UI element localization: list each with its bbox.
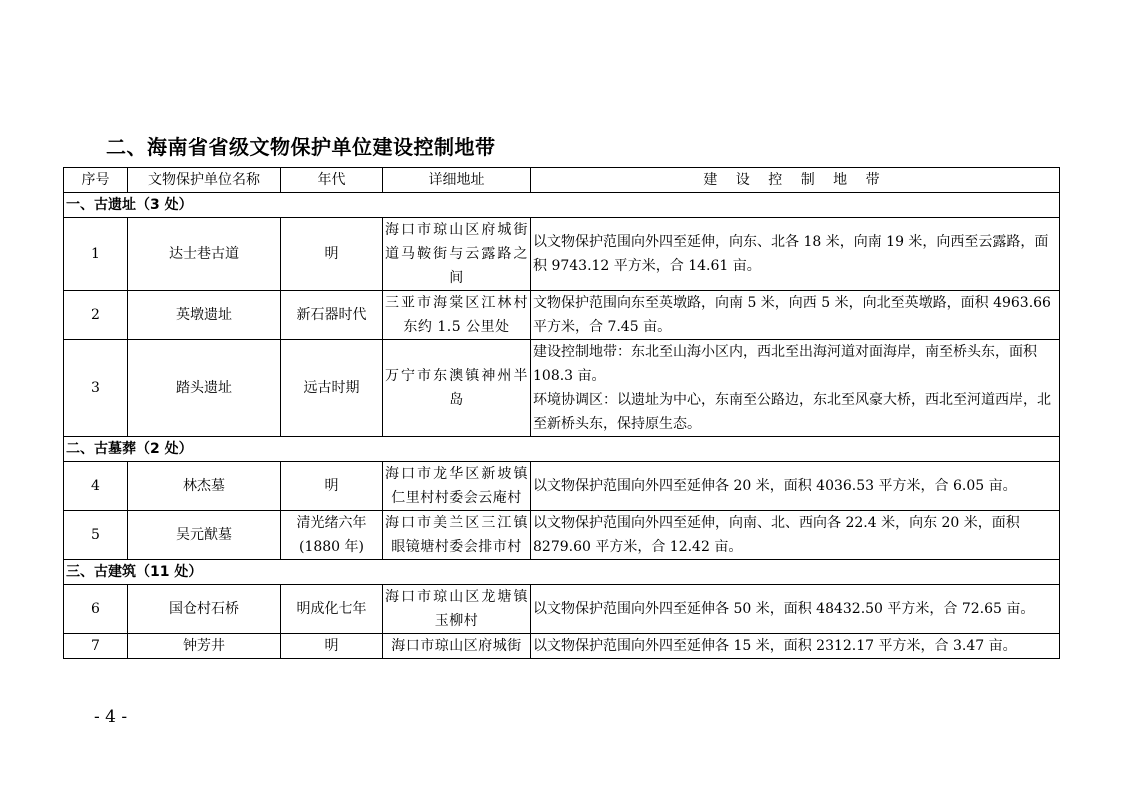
row-name: 国仓村石桥 bbox=[128, 585, 281, 634]
section-title: 二、海南省省级文物保护单位建设控制地带 bbox=[106, 135, 496, 159]
row-era: 清光绪六年(1880 年) bbox=[281, 511, 383, 560]
row-name: 吴元猷墓 bbox=[128, 511, 281, 560]
row-zone bbox=[531, 511, 1060, 560]
row-zone bbox=[531, 634, 1060, 659]
row-address: 海口市琼山区府城街 bbox=[383, 634, 531, 659]
row-index: 2 bbox=[64, 291, 128, 340]
row-index: 4 bbox=[64, 462, 128, 511]
row-address: 海口市美兰区三江镇眼镜塘村委会排市村 bbox=[383, 511, 531, 560]
category-label: 二、古墓葬（2 处） bbox=[64, 437, 1060, 462]
table-row bbox=[64, 462, 1060, 511]
zone-text: 以文物保护范围向外四至延伸，向南、北、西向各 22.4 米，向东 20 米，面积 8279.60 平方米，合 12.42 亩。 bbox=[533, 515, 1020, 555]
table-row bbox=[64, 291, 1060, 340]
zone-text: 以文物保护范围向外四至延伸各 15 米，面积 2312.17 平方米，合 3.47 亩。 bbox=[533, 638, 1017, 654]
table-row bbox=[64, 634, 1060, 659]
row-name: 达士巷古道 bbox=[128, 218, 281, 291]
row-address: 海口市琼山区龙塘镇玉柳村 bbox=[383, 585, 531, 634]
table-header-row bbox=[64, 168, 1060, 193]
row-index: 3 bbox=[64, 340, 128, 437]
row-zone bbox=[531, 291, 1060, 340]
page-number: - 4 - bbox=[94, 707, 128, 727]
header-index: 序号 bbox=[64, 168, 128, 193]
row-era: 明成化七年 bbox=[281, 585, 383, 634]
row-zone bbox=[531, 585, 1060, 634]
category-row bbox=[64, 437, 1060, 462]
zone-text: 以文物保护范围向外四至延伸，向东、北各 18 米，向南 19 米，向西至云露路，面积 9743.12 平方米，合 14.61 亩。 bbox=[533, 234, 1049, 274]
row-address: 三亚市海棠区江林村东约 1.5 公里处 bbox=[383, 291, 531, 340]
row-era: 远古时期 bbox=[281, 340, 383, 437]
row-index: 1 bbox=[64, 218, 128, 291]
row-zone bbox=[531, 462, 1060, 511]
category-row bbox=[64, 193, 1060, 218]
zone-text: 以文物保护范围向外四至延伸各 20 米，面积 4036.53 平方米，合 6.05 亩。 bbox=[533, 478, 1017, 494]
category-row bbox=[64, 560, 1060, 585]
row-era: 明 bbox=[281, 218, 383, 291]
header-era: 年代 bbox=[281, 168, 383, 193]
table-row bbox=[64, 340, 1060, 437]
row-zone bbox=[531, 218, 1060, 291]
zone-text: 建设控制地带：东北至山海小区内，西北至出海河道对面海岸，南至桥头东，面积 108.3 亩。 bbox=[533, 344, 1037, 384]
row-name: 英墩遗址 bbox=[128, 291, 281, 340]
zone-text: 以文物保护范围向外四至延伸各 50 米，面积 48432.50 平方米，合 72.65 亩。 bbox=[533, 601, 1035, 617]
row-address: 万宁市东澳镇神州半岛 bbox=[383, 340, 531, 437]
table-row bbox=[64, 218, 1060, 291]
header-zone: 建 设 控 制 地 带 bbox=[531, 168, 1060, 193]
row-name: 钟芳井 bbox=[128, 634, 281, 659]
row-index: 6 bbox=[64, 585, 128, 634]
row-name: 踏头遗址 bbox=[128, 340, 281, 437]
header-address: 详细地址 bbox=[383, 168, 531, 193]
zone-text: 文物保护范围向东至英墩路，向南 5 米，向西 5 米，向北至英墩路，面积 4963.66 平方米，合 7.45 亩。 bbox=[533, 295, 1051, 335]
row-index: 5 bbox=[64, 511, 128, 560]
row-era: 新石器时代 bbox=[281, 291, 383, 340]
row-address: 海口市琼山区府城街道马鞍街与云露路之间 bbox=[383, 218, 531, 291]
row-name: 林杰墓 bbox=[128, 462, 281, 511]
zone-text: 环境协调区：以遗址为中心，东南至公路边，东北至风豪大桥，西北至河道西岸，北至新桥头东，保持原生态。 bbox=[533, 392, 1051, 432]
category-label: 一、古遗址（3 处） bbox=[64, 193, 1060, 218]
row-index: 7 bbox=[64, 634, 128, 659]
category-label: 三、古建筑（11 处） bbox=[64, 560, 1060, 585]
table-row bbox=[64, 511, 1060, 560]
row-era: 明 bbox=[281, 462, 383, 511]
row-era: 明 bbox=[281, 634, 383, 659]
row-address: 海口市龙华区新坡镇仁里村村委会云庵村 bbox=[383, 462, 531, 511]
row-zone bbox=[531, 340, 1060, 437]
header-name: 文物保护单位名称 bbox=[128, 168, 281, 193]
control-zone-table bbox=[63, 167, 1060, 659]
table-row bbox=[64, 585, 1060, 634]
